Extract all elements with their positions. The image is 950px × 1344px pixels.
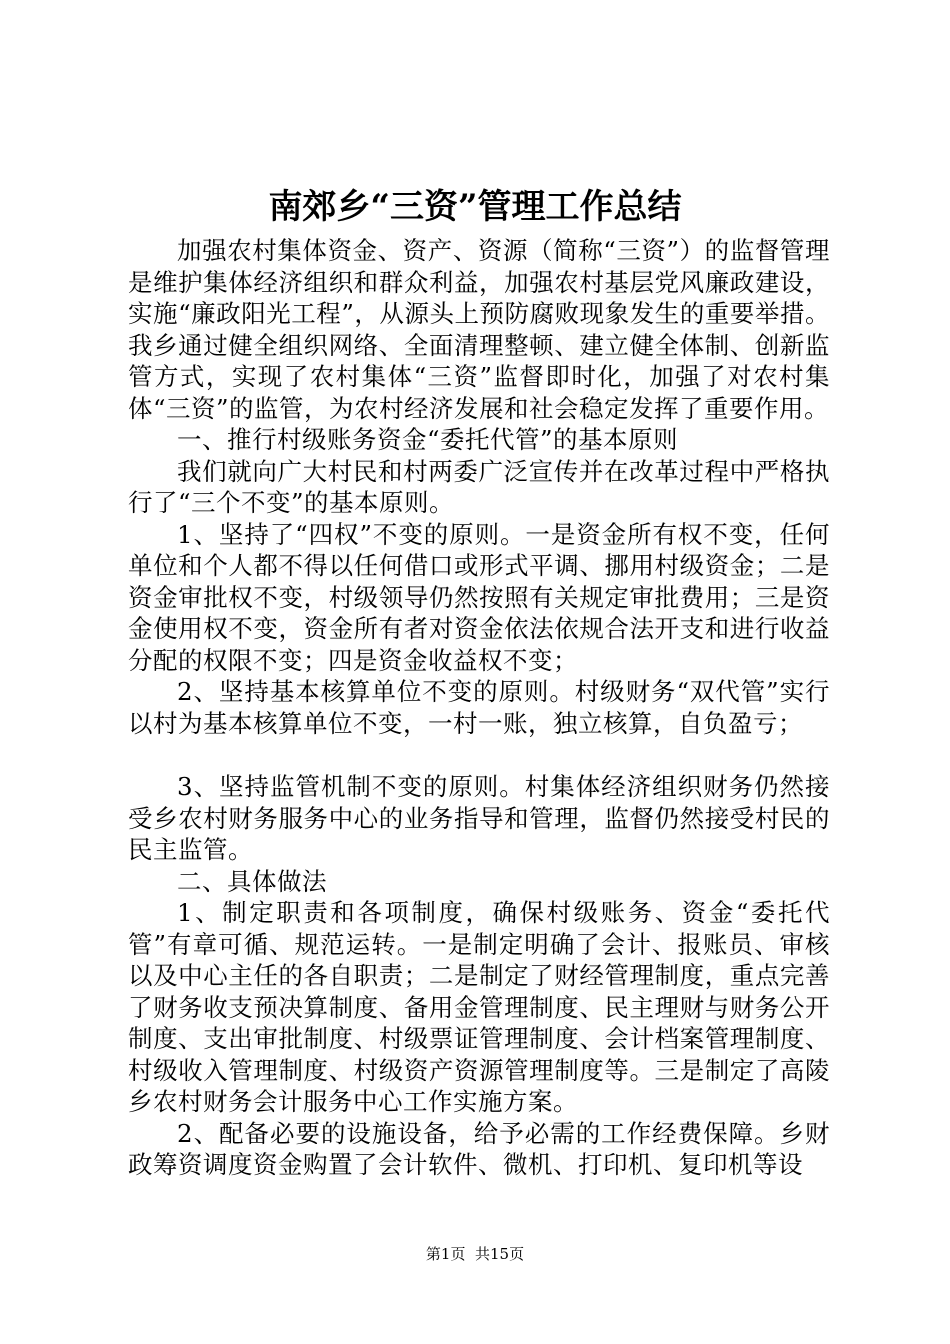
page-footer bbox=[0, 1243, 950, 1265]
paragraph-method-1: 1、制定职责和各项制度，确保村级账务、资金“委托代管”有章可循、规范运转。一是制定明确了会计、报账员、审核以及中心主任的各自职责；二是制定了财经管理制度，重点完善了财务收支预决算制度、备用金管理制度、民主理财与财务公开制度、支出审批制度、村级票证管理制度、会计档案管理制度、村级收入管理制度、村级资产资源管理制度等。三是制定了高陵乡农村财务会计服务中心工作实施方案。 bbox=[128, 898, 830, 1116]
paragraph-method-2: 2、配备必要的设施设备，给予必需的工作经费保障。乡财政筹资调度资金购置了会计软件、微机、打印机、复印机等设 bbox=[128, 1118, 830, 1179]
page-total: 共15页 bbox=[475, 1245, 525, 1263]
section-heading-1: 一、推行村级账务资金“委托代管”的基本原则 bbox=[177, 425, 679, 454]
paragraph-principle-3: 3、坚持监管机制不变的原则。村集体经济组织财务仍然接受乡农村财务服务中心的业务指导和管理，监督仍然接受村民的民主监管。 bbox=[128, 772, 830, 864]
page-number: 第1页 bbox=[425, 1245, 466, 1263]
paragraph-principles: 我们就向广大村民和村两委广泛宣传并在改革过程中严格执行了“三个不变”的基本原则。 bbox=[128, 456, 830, 517]
paragraph-gap bbox=[128, 739, 830, 771]
document-title: 南郊乡“三资”管理工作总结 bbox=[268, 187, 682, 227]
paragraph-principle-2: 2、坚持基本核算单位不变的原则。村级财务“双代管”实行以村为基本核算单位不变，一村一账，独立核算，自负盈亏； bbox=[128, 677, 830, 738]
paragraph-intro: 加强农村集体资金、资产、资源（简称“三资”）的监督管理是维护集体经济组织和群众利益，加强农村基层党风廉政建设，实施“廉政阳光工程”，从源头上预防腐败现象发生的重要举措。我乡通过健全组织网络、全面清理整顿、建立健全体制、创新监管方式，实现了农村集体“三资”监督即时化，加强了对农村集体“三资”的监管，为农村经济发展和社会稳定发挥了重要作用。 bbox=[128, 236, 830, 423]
paragraph-principle-1: 1、坚持了“四权”不变的原则。一是资金所有权不变，任何单位和个人都不得以任何借口或形式平调、挪用村级资金；二是资金审批权不变，村级领导仍然按照有关规定审批费用；三是资金使用权不变，资金所有者对资金依法依规合法开支和进行收益分配的权限不变；四是资金收益权不变； bbox=[128, 519, 830, 675]
footer-spacer bbox=[465, 1245, 475, 1263]
document-body bbox=[128, 235, 830, 1181]
section-heading-2: 二、具体做法 bbox=[177, 866, 327, 896]
